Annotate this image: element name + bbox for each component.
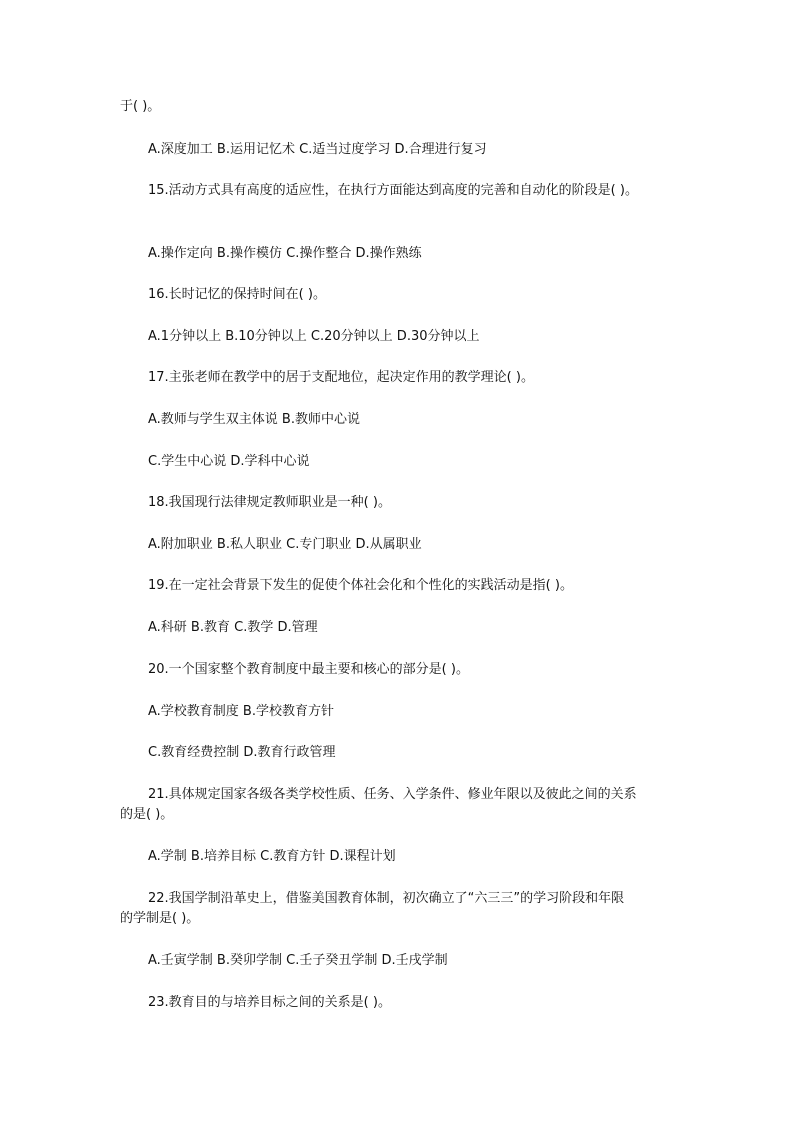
question-14-continuation: 于( )。 (120, 99, 161, 114)
question-18-options: A.附加职业 B.私人职业 C.专门职业 D.从属职业 (148, 537, 422, 552)
question-22-continuation: 的学制是( )。 (120, 911, 200, 926)
question-21-continuation: 的是( )。 (120, 807, 174, 822)
question-19: 19.在一定社会背景下发生的促使个体社会化和个性化的实践活动是指( )。 (148, 578, 573, 593)
question-20-options-c-d: C.教育经费控制 D.教育行政管理 (148, 745, 336, 760)
question-20: 20.一个国家整个教育制度中最主要和核心的部分是( )。 (148, 662, 469, 677)
question-21: 21.具体规定国家各级各类学校性质、任务、入学条件、修业年限以及彼此之间的关系 (148, 787, 637, 802)
question-14-options: A.深度加工 B.运用记忆术 C.适当过度学习 D.合理进行复习 (148, 142, 487, 157)
question-19-options: A.科研 B.教育 C.教学 D.管理 (148, 620, 318, 635)
question-17-options-c-d: C.学生中心说 D.学科中心说 (148, 454, 310, 469)
question-23: 23.教育目的与培养目标之间的关系是( )。 (148, 995, 391, 1010)
question-18: 18.我国现行法律规定教师职业是一种( )。 (148, 495, 391, 510)
question-15: 15.活动方式具有高度的适应性，在执行方面能达到高度的完善和自动化的阶段是( )。 (148, 183, 638, 198)
question-22-options: A.壬寅学制 B.癸卯学制 C.壬子癸丑学制 D.壬戌学制 (148, 953, 448, 968)
question-17: 17.主张老师在教学中的居于支配地位，起决定作用的教学理论( )。 (148, 370, 534, 385)
question-21-options: A.学制 B.培养目标 C.教育方针 D.课程计划 (148, 849, 396, 864)
question-15-options: A.操作定向 B.操作模仿 C.操作整合 D.操作熟练 (148, 246, 422, 261)
question-16-options: A.1分钟以上 B.10分钟以上 C.20分钟以上 D.30分钟以上 (148, 329, 480, 344)
question-22: 22.我国学制沿革史上，借鉴美国教育体制，初次确立了“六三三”的学习阶段和年限 (148, 891, 625, 906)
question-20-options-a-b: A.学校教育制度 B.学校教育方针 (148, 704, 334, 719)
question-16: 16.长时记忆的保持时间在( )。 (148, 287, 326, 302)
question-17-options-a-b: A.教师与学生双主体说 B.教师中心说 (148, 412, 360, 427)
